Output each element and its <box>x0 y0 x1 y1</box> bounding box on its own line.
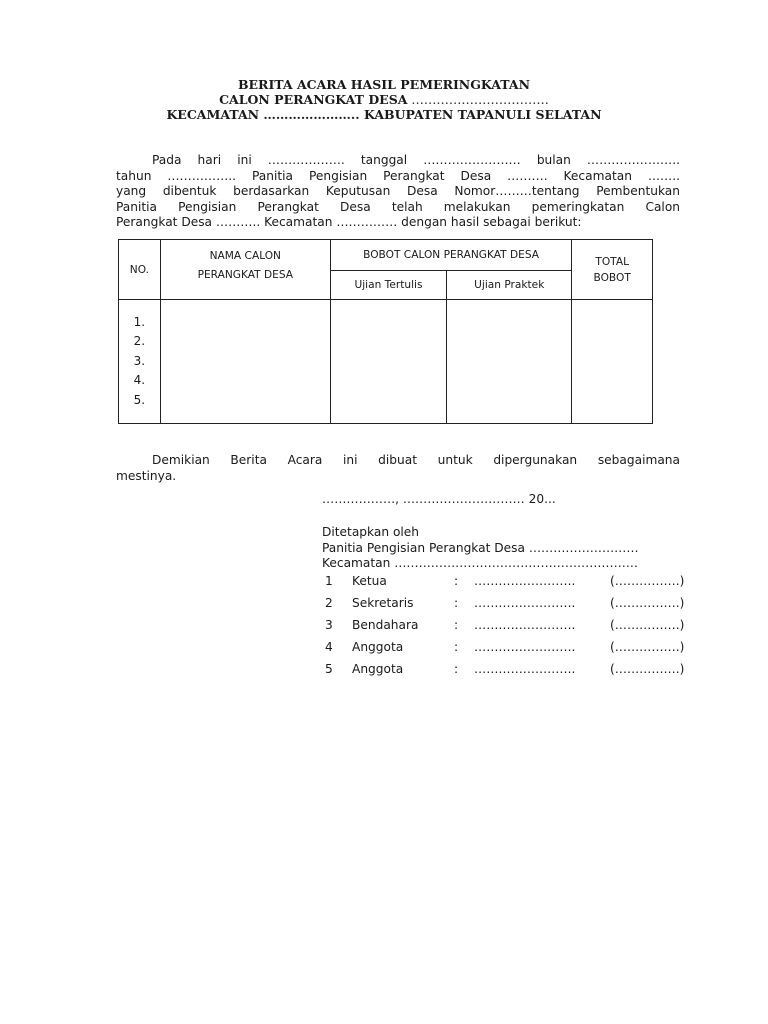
total-cell <box>572 300 653 424</box>
title-line-1: BERITA ACARA HASIL PEMERINGKATAN <box>237 77 531 92</box>
signatory-line: Panitia Pengisian Perangkat Desa ……………………… <box>322 540 639 555</box>
document-page: BERITA ACARA HASIL PEMERINGKATAN CALON PERANGKAT DESA …………………………… KECAMATAN ………………….. KABUPATEN TAPANULI SELATAN Pada hari ini ………………. tanggal …………………… bulan ………………….. tahun …………….. Panitia Pengisian Perangkat Desa ………. Kecamatan …….. yang dibentuk berdasarkan Keputusan Desa Nomor………tentang Pembentukan Panitia Pengisian Perangkat Desa telah melakukan pemeringkatan Calon Perangkat Desa ……….. Kecamatan …………… dengan hasil sebagai berikut: NO. NAMA CALON PERANGKAT DESA BOBOT CALON PERANGKAT DESA TOTAL BOBOT Ujian Tertulis Ujian Praktek 1. 2. 3. 4. 5. Demikian Berita Acara ini dibuat untuk dipergunakan sebagaimana mestinya. ………………, ………………………… 20... Ditetapkan oleh Panitia Pengisian Perangkat Desa ……………………… Kecamatan …………………………………………………… 1 Ketua : ……………………. (…………….) 2 Sekretaris : ……………………. (…………….) 3 Bendahara : ……………………. (…………….) 4 Anggota : ……………………. (…………….) 5 Anggota : ……………………. (…………….) <box>0 0 768 1024</box>
title-line-3: KECAMATAN ………………….. KABUPATEN TAPANULI SELATAN <box>166 107 602 122</box>
row-number: 1. <box>133 314 146 329</box>
paragraph-line: yang dibentuk berdasarkan Keputusan Desa Nomor………tentang Pembentukan <box>116 184 680 198</box>
closing-paragraph <box>116 453 680 484</box>
header-bobot: BOBOT CALON PERANGKAT DESA <box>330 240 572 271</box>
signatory-block <box>322 525 639 572</box>
row-numbers-cell <box>119 300 161 424</box>
paragraph-line: Panitia Pengisian Perangkat Desa telah melakukan pemeringkatan Calon <box>116 199 680 214</box>
header-name: NAMA CALON PERANGKAT DESA <box>160 240 330 300</box>
paragraph-line: tahun …………….. Panitia Pengisian Perangkat Desa ………. Kecamatan …….. <box>116 168 680 183</box>
header-ujian-praktek: Ujian Praktek <box>447 271 572 300</box>
name-cell <box>160 300 330 424</box>
row-number: 5. <box>133 392 146 407</box>
header-ujian-tertulis: Ujian Tertulis <box>330 271 446 300</box>
paragraph-line: Perangkat Desa ……….. Kecamatan …………… dengan hasil sebagai berikut: <box>116 215 582 229</box>
header-no: NO. <box>119 240 161 300</box>
paragraph-line: Demikian Berita Acara ini dibuat untuk dipergunakan sebagaimana <box>152 453 680 467</box>
opening-paragraph <box>116 153 680 231</box>
signatory-line: Kecamatan …………………………………………………… <box>322 556 638 570</box>
tertulis-cell <box>330 300 446 424</box>
paragraph-line: Pada hari ini ………………. tanggal …………………… bulan ………………….. <box>152 153 680 167</box>
row-number: 2. <box>133 334 146 349</box>
ranking-table <box>118 239 653 424</box>
row-number: 3. <box>133 353 146 368</box>
row-number-list <box>119 313 160 411</box>
row-number: 4. <box>133 373 146 388</box>
title-line-2: CALON PERANGKAT DESA …………………………… <box>219 92 549 107</box>
praktek-cell <box>447 300 572 424</box>
paragraph-line: mestinya. <box>116 468 177 483</box>
signatory-line: Ditetapkan oleh <box>322 525 420 539</box>
header-total: TOTAL BOBOT <box>572 240 653 300</box>
place-date: ………………, ………………………… 20... <box>322 492 556 506</box>
